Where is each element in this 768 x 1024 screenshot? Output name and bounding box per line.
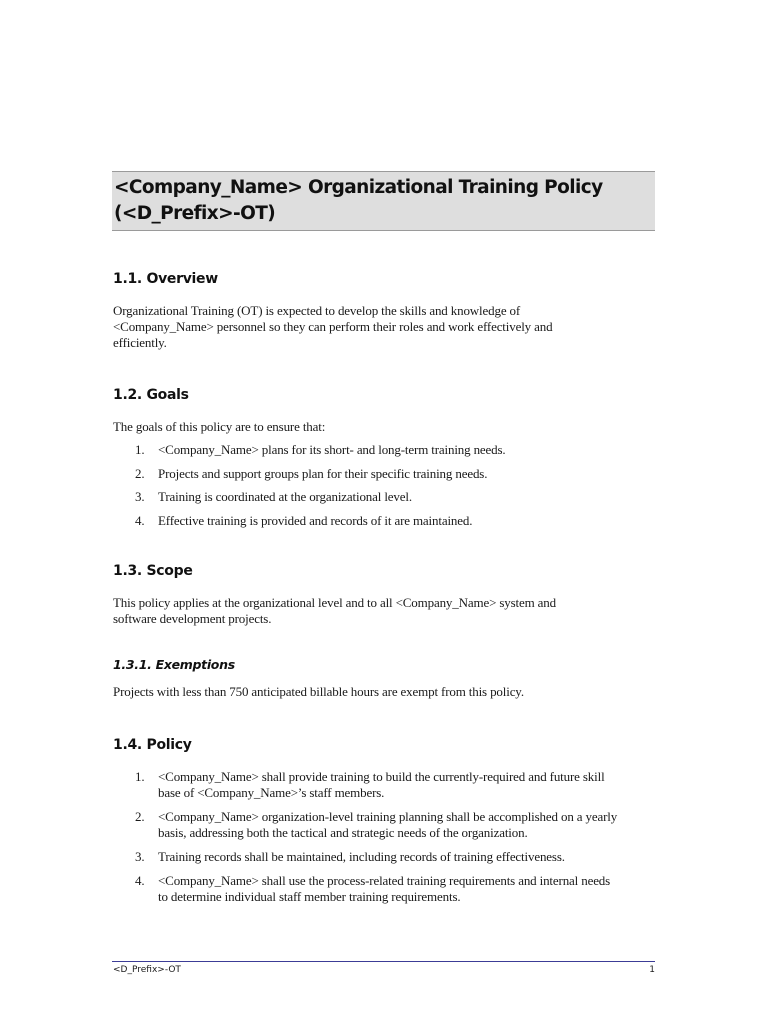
list-item-text: Training is coordinated at the organizational level. [158, 489, 412, 504]
list-number: 3. [135, 849, 145, 864]
list-number: 2. [135, 465, 145, 481]
policy-heading: 1.4. Policy [113, 737, 192, 753]
list-item-text: Training records shall be maintained, including records of training effectiveness. [158, 849, 565, 864]
footer-divider [112, 961, 655, 962]
list-item-text: <Company_Name> plans for its short- and long-term training needs. [158, 442, 506, 457]
list-item-text: Effective training is provided and records of it are maintained. [158, 512, 473, 528]
scope-paragraph [113, 595, 613, 627]
policy-list-item [113, 873, 658, 905]
list-item-text: <Company_Name> shall use the process-related training requirements and internal needs [158, 873, 611, 888]
policy-list [113, 769, 658, 905]
list-item-text: basis, addressing both the tactical and strategic needs of the organization. [158, 825, 528, 840]
footer-document-id: <D_Prefix>-OT [113, 965, 181, 975]
scope-heading: 1.3. Scope [113, 563, 193, 579]
list-item-text: <Company_Name> shall provide training to build the currently-required and future skill [158, 769, 605, 784]
goals-list-item [113, 489, 658, 505]
document-title-line-1: <Company_Name> Organizational Training Policy [114, 177, 603, 198]
overview-heading: 1.1. Overview [113, 271, 218, 287]
overview-line: <Company_Name> personnel so they can perform their roles and work effectively and [113, 319, 553, 334]
overview-line: Organizational Training (OT) is expected to develop the skills and knowledge of [113, 303, 521, 318]
list-item-text: base of <Company_Name>’s staff members. [158, 785, 385, 800]
list-number: 4. [135, 873, 145, 888]
goals-intro: The goals of this policy are to ensure that: [113, 419, 326, 434]
list-number: 4. [135, 512, 145, 528]
list-number: 3. [135, 489, 145, 504]
document-title-line-2: (<D_Prefix>-OT) [114, 203, 276, 224]
overview-line: efficiently. [113, 335, 167, 350]
list-item-text: to determine individual staff member training requirements. [158, 889, 461, 904]
overview-paragraph [113, 303, 613, 351]
policy-list-item [113, 809, 658, 841]
goals-list-item [113, 442, 658, 458]
policy-list-item [113, 849, 658, 865]
list-number: 1. [135, 442, 145, 457]
goals-heading: 1.2. Goals [113, 387, 189, 403]
goals-list-item [113, 466, 658, 482]
scope-line: software development projects. [113, 611, 272, 626]
goals-list-item [113, 513, 658, 529]
list-number: 1. [135, 769, 145, 784]
document-title-block [112, 171, 655, 231]
policy-list-item [113, 769, 658, 801]
exemptions-paragraph: Projects with less than 750 anticipated billable hours are exempt from this policy. [113, 684, 524, 699]
goals-list [113, 442, 658, 529]
footer-page-number: 1 [649, 965, 655, 975]
list-item-text: <Company_Name> organization-level training planning shall be accomplished on a yearly [158, 809, 618, 824]
exemptions-heading: 1.3.1. Exemptions [113, 657, 235, 672]
list-number: 2. [135, 809, 145, 824]
document-title [114, 175, 653, 227]
scope-line: This policy applies at the organizational level and to all <Company_Name> system and [113, 595, 556, 610]
list-item-text: Projects and support groups plan for their specific training needs. [158, 465, 488, 481]
